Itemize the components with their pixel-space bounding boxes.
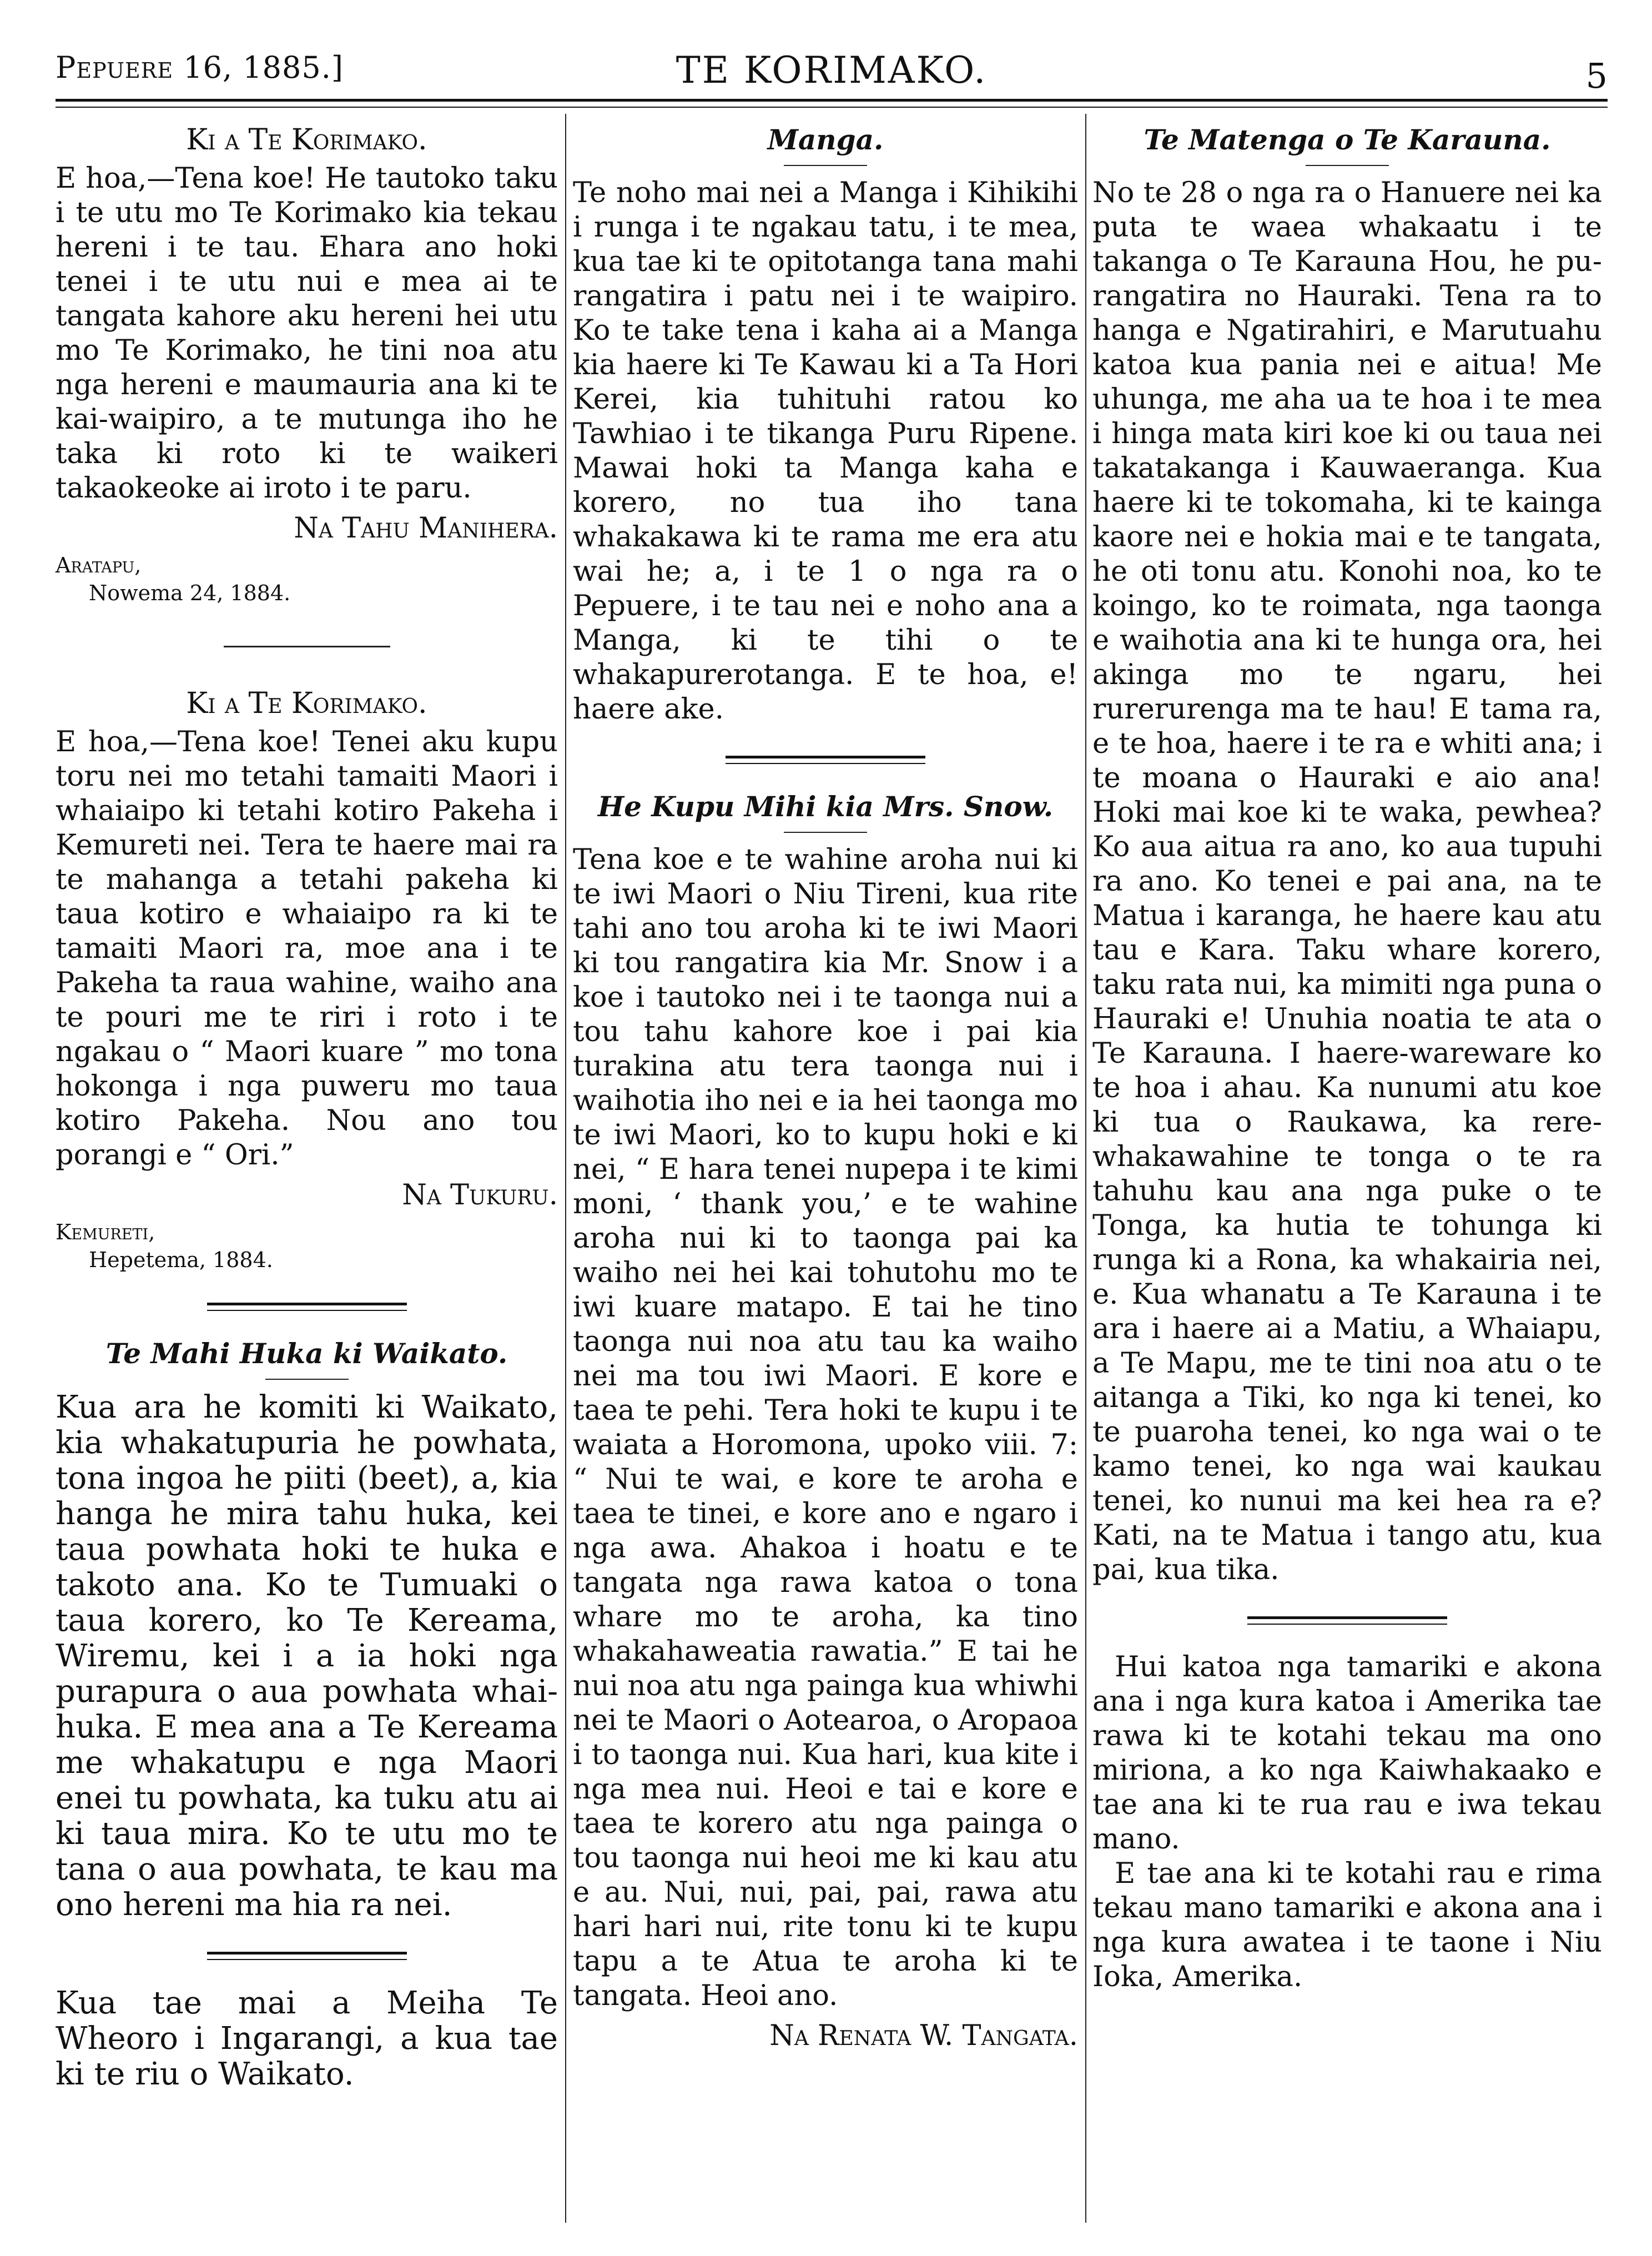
letter1-heading: Ki a Te Korimako. (186, 123, 427, 157)
issue-date: Pepuere 16, 1885.] (56, 50, 344, 85)
column-divider-2 (1085, 114, 1086, 2223)
karauna-heading: Te Matenga o Te Karauna. (1144, 123, 1551, 156)
column-2 (573, 119, 1078, 2053)
header-rule (56, 99, 1608, 102)
note4-body: Kua tae mai a Meiha Te Wheoro i Ingarangi, a kua tae ki te riu o Waikato. (56, 1985, 558, 2092)
column-1 (56, 119, 558, 2092)
letter2-date: Hepetema, 1884. (89, 1248, 273, 1272)
manga-heading: Manga. (767, 123, 884, 156)
header-rule-thin (56, 107, 1608, 108)
heading-underline (265, 1379, 349, 1380)
letter2-place: Kemureti, (56, 1220, 155, 1244)
column-3 (1092, 119, 1602, 1994)
snow-heading: He Kupu Mihi kia Mrs. Snow. (597, 790, 1054, 823)
article3-body: Kua ara he komiti ki Waikato, kia whakatupuria he powhata, tona ingoa he piiti (beet), a, kia hanga he mira tahu huka, kei taua powhata hoki te huka e takoto ana. Ko te Tumuaki o taua korero, ko Te Kereama, Wiremu, kei i a ia hoki nga purapura o aua powhata whai-huka. E mea ana a Te Kereama me whakatupu e nga Maori enei tu powhata, ka tuku atu ai ki taua mira. Ko te utu mo te tana o aua powhata, te kau ma ono hereni ma hia ra nei. (56, 1389, 558, 1923)
letter1-body: E hoa,—Tena koe! He tautoko taku i te utu mo Te Korimako kia tekau hereni i te tau. Ehara ano hoki tenei i te utu nui e mea ai te tangata kahore aku hereni hei utu mo Te Korimako, he tini noa atu nga hereni e maumauria ana ki te kai-waipiro, a te mutunga iho he taka ki roto ki te waikeri takaokeoke ai iroto i te paru. (56, 162, 558, 505)
letter2-heading: Ki a Te Korimako. (186, 687, 427, 720)
section-divider-double (1247, 1616, 1447, 1625)
note2-body: E tae ana ki te kotahi rau e rima tekau mano tamariki e akona ana i nga kura awatea i te taone i Niu Ioka, Amerika. (1092, 1857, 1602, 1993)
section-divider (224, 646, 390, 647)
karauna-body: No te 28 o nga ra o Hanuere nei ka puta te waea whakaatu i te takanga o Te Karauna Hou, he pu-rangatira no Hauraki. Tena ra to hanga e Ngatirahiri, e Marutuahu katoa kua pania nei e aitua! Me uhunga, me aha ua te hoa i te mea i hinga mata kiri koe ki ou taua nei takatakanga i Kauwaeranga. Kua haere ki te tokomaha, ki te kainga kaore nei e hokia mai e te tangata, he oti tonu atu. Konohi noa, ko te koingo, ko te roimata, nga taonga e waihotia ana ki te hunga ora, hei akinga mo te ngaru, hei rurerurenga ma te hau! E tama ra, e te hoa, haere i te ra e whiti ana; i te moana o Hauraki e aio ana! Hoki mai koe ki te waka, pewhea? Ko aua aitua ra ano, ko aua tupuhi ra ano. Ko tenei e pai ana, na te Matua i karanga, he haere kau atu tau e Kara. Taku whare korero, taku rata nui, ka mimiti nga puna o Hauraki e! Unuhia noatia te ata o Te Karauna. I haere-wareware ko te hoa i ahau. Ka nunumi atu koe ki tua o Raukawa, ka rere-whakawahine te tonga o te ra tahuhu kau ana nga puke o te Tonga, ka hutia te tohunga ki runga ki a Rona, ka whakairia nei, e. Kua whanatu a Te Karauna i te ara i haere ai a Matiu, a Whaiapu, a Te Mapu, me te tini noa atu o te aitanga a Tiki, ko nga ki tenei, ko te puaroha tenei, ko nga wai o te kamo tenei, ko nga wai kaukau tenei, ko nunui ma kei hea ra e? Kati, na te Matua i tango atu, kua pai, kua tika. (1092, 177, 1602, 1586)
letter1-signature: Na Tahu Manihera. (294, 512, 558, 545)
page-number: 5 (1585, 56, 1608, 96)
heading-underline (784, 165, 867, 166)
column-divider-1 (565, 114, 566, 2223)
letter1-place: Aratapu, (56, 553, 142, 577)
snow-body: Tena koe e te wahine aroha nui ki te iwi Maori o Niu Tireni, kua rite tahi ano tou aroha ki te iwi Maori ki tou rangatira kia Mr. Snow i a koe i tautoko nei i te taonga nui a tou tahu kahore koe i pai kia turakina atu tera taonga nui i waihotia iho nei e ia hei taonga mo te iwi Maori, ko to kupu hoki e ki nei, “ E hara tenei nupepa i te kimi moni, ‘ thank you,’ e te wahine aroha nui ki to taonga pai ka waiho nei hei kai tohutohu mo te iwi kuare matapo. E tai he tino taonga nui noa atu tau ka waiho nei ma tou iwi Maori. E kore e taea te pehi. Tera hoki te kupu i te waiata a Horomona, upoko viii. 7: “ Nui te wai, e kore te aroha e taea te tinei, e kore ano e ngaro i nga awa. Ahakoa i hoatu e te tangata nga rawa katoa o tona whare mo te aroha, ka tino whakahaweatia rawatia.” E tai he nui noa atu nga painga kua whiwhi nei te Maori o Aotearoa, o Aropaoa i to taonga nui. Kua hari, kua kite i nga mea nui. Heoi e tai e kore e taea te korero atu nga painga o tou taonga nui heoi me ki kau atu e au. Nui, nui, pai, pai, rawa atu hari hari nui, rite tonu ki te kupu tapu a te Atua te aroha ki te tangata. Heoi ano. (573, 843, 1078, 2012)
page-header (56, 39, 1608, 94)
letter2-signature: Na Tukuru. (402, 1179, 558, 1212)
letter1-date: Nowema 24, 1884. (89, 581, 291, 605)
section-divider-double (726, 756, 925, 764)
article3-heading: Te Mahi Huka ki Waikato. (105, 1337, 508, 1370)
letter2-body: E hoa,—Tena koe! Tenei aku kupu toru nei mo tetahi tamaiti Maori i whaiaipo ki tetahi kotiro Pakeha i Kemureti nei. Tera te haere mai ra te mahanga a tetahi pakeha ki taua kotiro e whaiaipo ra ki te tamaiti Maori ra, moe ana i te Pakeha ta raua wahine, waiho ana te pouri me te riri i roto i te ngakau o “ Maori kuare ” mo tona hokonga i nga puweru mo taua kotiro Pakeha. Nou ano tou porangi e “ Ori.” (56, 726, 558, 1172)
snow-signature: Na Renata W. Tangata. (769, 2019, 1078, 2052)
heading-underline (1306, 165, 1389, 166)
section-divider-double (207, 1303, 407, 1311)
note1-body: Hui katoa nga tamariki e akona ana i nga kura katoa i Amerika tae rawa ki te kotahi tekau ma ono miriona, a ko nga Kaiwhakaako e tae ana ki te rua rau e iwa tekau mano. (1092, 1651, 1602, 1856)
manga-body: Te noho mai nei a Manga i Kihikihi i runga i te ngakau tatu, i te mea, kua tae ki te opitotanga tana mahi rangatira i patu nei i te waipiro. Ko te take tena i kaha ai a Manga kia haere ki Te Kawau ki a Ta Hori Kerei, kia tuhituhi ratou ko Tawhiao i te tikanga Puru Ripene. Mawai hoki ta Manga kaha e korero, no tua iho tana whakakawa ki te rama me era atu wai he; a, i te 1 o nga ra o Pepuere, i te tau nei e noho ana a Manga, ki te tihi o te whakapurerotanga. E te hoa, e! haere ake. (573, 177, 1078, 726)
heading-underline (784, 832, 867, 833)
masthead: TE KORIMAKO. (676, 49, 988, 92)
section-divider-double (207, 1952, 407, 1960)
